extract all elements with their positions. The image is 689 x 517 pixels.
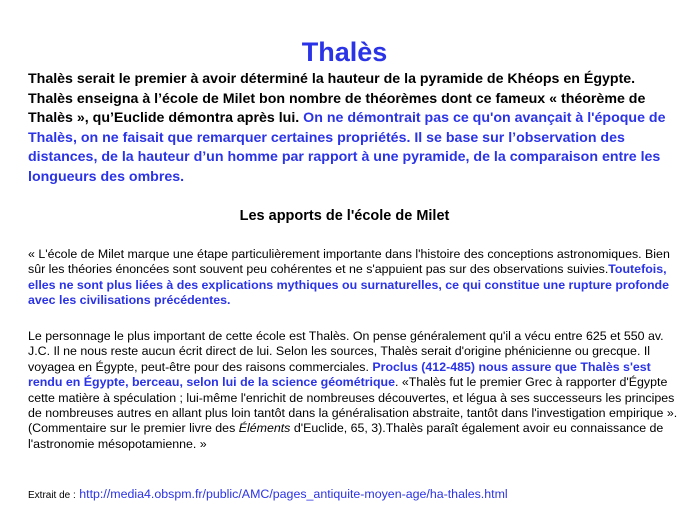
paragraph-emphasis: Proclus (412-485) nous assure que Thalès s'est rendu en Égypte, berceau, selon lui de la science géométrique <box>28 359 651 390</box>
source-label: Extrait de : <box>28 490 76 501</box>
paragraph-text: d'Euclide, 65, 3).Thalès paraît également avoir eu connaissance de l'astronomie mésopotamienne. » <box>28 421 664 451</box>
quote-paragraph-2 <box>28 329 678 452</box>
source-line <box>28 487 508 501</box>
paragraph-emphasis: Toutefois, elles ne sont plus liées à des explications mythiques ou surnaturelles, ce qui constitue une rupture profonde avec les civilisations précédentes. <box>28 262 670 308</box>
section-title: Les apports de l'école de Milet <box>239 208 450 224</box>
paragraph-text: « L'école de Milet marque une étape particulièrement importante dans l'histoire des conceptions astronomiques. Bien sûr les théories énoncées sont souvent peu cohérentes et ne s'appuient pas sur des observations suivies. <box>28 247 670 277</box>
paragraph-text: . «Thalès fut le premier Grec à rapporter d'Égypte cette matière à spéculation ; lui-même l'enrichit de nombreuses découvertes, et légua à ses successeurs les principes de nombreuses autres en allant plus loin tantôt dans la généralisation abstraite, tantôt dans l'investigation empirique ». (Commentaire sur le premier livre des <box>28 375 678 436</box>
intro-paragraph <box>28 70 678 187</box>
intro-highlight: On ne démontrait pas ce qu'on avançait à l'époque de Thalès, on ne faisait que remarquer certaines propriétés. Il se base sur l’observation des distances, de la hauteur d’un homme par rapport à une pyramide, de la comparaison entre les longueurs des ombres. <box>28 110 666 185</box>
intro-text: Thalès serait le premier à avoir déterminé la hauteur de la pyramide de Khéops en Égypte. Thalès enseigna à l’école de Milet bon nombre de théorèmes dont ce fameux « théorème de Thalès », qu’Euclide démontra après lui. <box>28 71 646 126</box>
source-link[interactable]: http://media4.obspm.fr/public/AMC/pages_antiquite-moyen-age/ha-thales.html <box>79 487 508 501</box>
book-title: Éléments <box>238 421 291 436</box>
page-title: Thalès <box>301 37 388 67</box>
quote-paragraph-1 <box>28 247 678 309</box>
paragraph-text: Le personnage le plus important de cette école est Thalès. On pense généralement qu'il a vécu entre 625 et 550 av. J.C. Il ne nous reste aucun écrit direct de lui. Selon les sources, Thalès serait d'origine phénicienne ou grecque. Il voyagea en Égypte, peut-être pour des raisons commerciales. <box>28 329 664 374</box>
